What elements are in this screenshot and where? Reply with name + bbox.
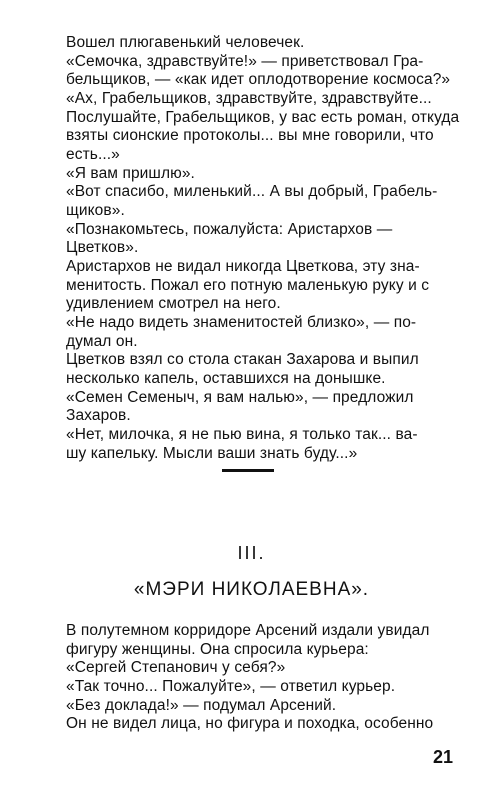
text-line: думал он. bbox=[66, 333, 138, 350]
text-line: «Вот спасибо, миленький... А вы добрый, Грабель- bbox=[66, 183, 438, 200]
text-line: Аристархов не видал никогда Цветкова, эту зна- bbox=[66, 258, 420, 275]
text-line: «Ах, Грабельщиков, здравствуйте, здравствуйте... bbox=[66, 90, 432, 107]
text-line: Вошел плюгавенький человечек. bbox=[66, 34, 305, 51]
text-line: «Нет, милочка, я не пью вина, я только так... ва- bbox=[66, 426, 418, 443]
text-line: фигуру женщины. Она спросила курьера: bbox=[66, 641, 369, 658]
text-line: «Семен Семеныч, я вам налью», — предложил bbox=[66, 389, 414, 406]
text-line: удивлением смотрел на него. bbox=[66, 295, 281, 312]
text-line: «Без доклада!» — подумал Арсений. bbox=[66, 697, 337, 714]
text-line: «Семочка, здравствуйте!» — приветствовал Гра- bbox=[66, 53, 424, 70]
text-line: Послушайте, Грабельщиков, у вас есть роман, откуда bbox=[66, 109, 460, 126]
page-number: 21 bbox=[433, 747, 454, 767]
text-line: есть...» bbox=[66, 146, 120, 163]
text-line: «Так точно... Пожалуйте», — ответил курьер. bbox=[66, 678, 396, 695]
chapter-title: «МЭРИ НИКОЛАЕВНА». bbox=[133, 579, 370, 600]
section-divider bbox=[222, 469, 274, 472]
text-line: Захаров. bbox=[66, 407, 131, 424]
text-line: бельщиков, — «как идет оплодотворение космоса?» bbox=[66, 71, 451, 88]
text-line: несколько капель, оставшихся на донышке. bbox=[66, 370, 386, 387]
text-line: Он не видел лица, но фигура и походка, особенно bbox=[66, 715, 434, 732]
text-line: Цветков». bbox=[66, 239, 139, 256]
text-line: менитость. Пожал его потную маленькую руку и с bbox=[66, 277, 430, 294]
chapter-number: III. bbox=[237, 543, 266, 563]
text-line: шу капельку. Мысли ваши знать буду...» bbox=[66, 445, 358, 462]
text-line: щиков». bbox=[66, 202, 125, 219]
text-line: Цветков взял со стола стакан Захарова и выпил bbox=[66, 351, 419, 368]
text-line: «Познакомьтесь, пожалуйста: Аристархов — bbox=[66, 221, 393, 238]
text-line: В полутемном корридоре Арсений издали увидал bbox=[66, 622, 430, 639]
text-line: «Я вам пришлю». bbox=[66, 165, 195, 182]
text-line: «Сергей Степанович у себя?» bbox=[66, 659, 286, 676]
text-line: взяты сионские протоколы... вы мне говорили, что bbox=[66, 127, 434, 144]
text-line: «Не надо видеть знаменитостей близко», — по- bbox=[66, 314, 417, 331]
